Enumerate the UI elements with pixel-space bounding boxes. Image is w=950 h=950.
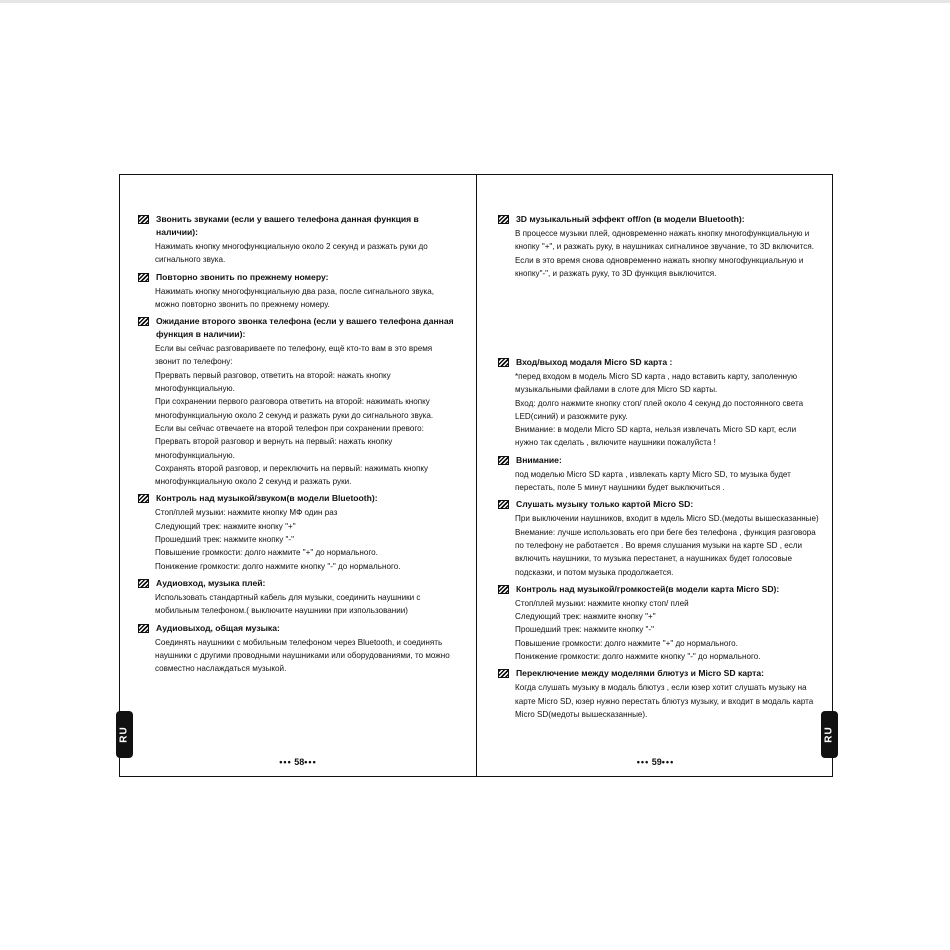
page-number-left: ••• 58••• [279, 757, 317, 767]
body-line: Повышение громкости: долго нажмите "+" до нормального. [155, 548, 378, 558]
hatched-square-icon [498, 358, 509, 367]
body-line: Стоп/плей музыки: нажмите кнопку стоп/ плей [515, 598, 689, 608]
section [138, 622, 458, 676]
section-heading [138, 622, 458, 635]
section-heading [498, 213, 820, 226]
body-line: При выключении наушников, входит в мдель Micro SD.(медоты вышесказанные) [515, 514, 819, 524]
section-title: Контроль над музыкой/громкостей(в модели карта Micro SD): [516, 583, 780, 594]
body-line: Понижение громкости: долго нажмите кнопку "-" до нормального. [155, 561, 401, 571]
body-line: Внемание: лучше использовать его при беге без телефона , функция разговора по телефону не работается . Во время слушания музыки на карте SD , если включить наушники, то музыка перестанет, а наушниках будет голосовые подсказки, и потом музыка продолжается. [515, 527, 816, 577]
page-left [120, 175, 476, 776]
section-body [498, 597, 820, 663]
body-line: Соединять наушники с мобильным телефоном через Bluetooth, и соединять наушники с другими проводными наушниками или оборудованиями, то можно совместно наслаждаться музыкой. [155, 637, 450, 674]
section-body [498, 227, 820, 280]
hatched-square-icon [498, 215, 509, 224]
section-body [498, 512, 820, 578]
body-line: Повышение громкости: долго нажмите "+" до нормального. [515, 638, 738, 648]
section-title: Внимание: [516, 454, 562, 465]
section-heading [498, 667, 820, 680]
body-line: Прервать второй разговор и вернуть на первый: нажать кнопку многофункциальную. [155, 437, 393, 460]
body-line: Следующий трек: нажмите кнопку "+" [515, 612, 656, 622]
hatched-square-icon [138, 317, 149, 326]
left-page-content [138, 213, 458, 679]
section-title: Звонить звуками (если у вашего телефона данная функция в наличии): [156, 214, 419, 237]
body-line: При сохранении первого разговора ответить на второй: нажимать кнопку многофункциальную около 2 секунд и разжать руки до сигнального звука. [155, 397, 434, 420]
body-line: Нажимать кнопку многофункциальную около 2 секунд и разжать руки до сигнального звука. [155, 242, 428, 265]
section-body [498, 468, 820, 495]
section [498, 498, 820, 578]
section-title: Аудиовход, музыка плей: [156, 577, 266, 588]
hatched-square-icon [498, 669, 509, 678]
body-line: Когда слушать музыку в модаль блютуз , если юзер хотит слушать музыку на карте Micro SD, юзер нужно перестать блютуз музыку, и входит в модаль карта Micro SD(медоты вышесказанные). [515, 683, 814, 719]
section-title: Вход/выход модаля Micro SD карта : [516, 357, 673, 367]
section-heading [138, 577, 458, 590]
body-line: Вход: долго нажмите кнопку стоп/ плей около 4 секунд до постоянного света LED(синий) и разожмите руку. [515, 398, 804, 421]
section-body [498, 681, 820, 721]
section-body [138, 342, 458, 488]
section-heading [498, 498, 820, 511]
body-line: Понижение громкости: долго нажмите кнопку "-" до нормального. [515, 652, 761, 662]
section-title: 3D музыкальный эффект off/on (в модели Bluetooth): [516, 214, 745, 224]
language-tab-left: RU [116, 711, 133, 758]
section-body [138, 240, 458, 267]
section [138, 271, 458, 312]
hatched-square-icon [498, 500, 509, 509]
section-heading [138, 492, 458, 505]
section [138, 492, 458, 572]
body-line: В процессе музыки плей, одновременно нажать кнопку многофункциальную и кнопку "+", и разжать руку, в наушниках сигналиное звучание, то 3D включится. Если в это время снова одновременно нажать кнопку многофункциальную и кнопку"-", и разжать руку, то 3D функция выключится. [515, 229, 814, 278]
hatched-square-icon [498, 456, 509, 465]
right-page-content-top [498, 213, 820, 284]
section-heading [498, 454, 820, 467]
body-line: под моделью Micro SD карта , извлекать карту Micro SD, то музыка будет перестать, поле 5 минут наушники будет выключиться . [515, 469, 791, 493]
body-line: Следующий трек: нажмите кнопку "+" [155, 521, 296, 531]
hatched-square-icon [138, 273, 149, 282]
section [138, 315, 458, 488]
body-line: Стоп/плей музыки: нажмите кнопку МФ один раз [155, 508, 338, 518]
hatched-square-icon [138, 579, 149, 588]
section-body [138, 285, 458, 312]
section-heading [498, 583, 820, 596]
top-edge-line [0, 0, 950, 3]
hatched-square-icon [138, 215, 149, 224]
section [498, 583, 820, 663]
body-line: Прошедший трек: нажмите кнопку "-" [515, 625, 654, 635]
body-line: *перед входом в модель Micro SD карта , надо вставить карту, заполенную музыкальными файлами в слоте для Micro SD карты. [515, 372, 798, 395]
hatched-square-icon [498, 585, 509, 594]
section [498, 454, 820, 495]
page-number-right: ••• 59••• [636, 757, 675, 767]
section-title: Переключение между моделями блютуз и Micro SD карта: [516, 668, 765, 679]
section [498, 213, 820, 280]
language-tab-right: RU [821, 711, 838, 758]
section-title: Ожидание второго звонка телефона (если у вашего телефона данная функция в наличии): [156, 316, 454, 340]
body-line: Нажимать кнопку многофункциальную два раза, после сигнального звука, можно повторно звонить по прежнему номеру. [155, 286, 435, 309]
section-title: Повторно звонить по прежнему номеру: [156, 271, 329, 282]
body-line: Использовать стандартный кабель для музыки, соединить наушники с мобильным телефоном.( выключите наушники при изпользовании) [155, 592, 421, 616]
hatched-square-icon [138, 624, 149, 633]
body-line: Прервать первый разговор, ответить на второй: нажать кнопку многофункциальную. [155, 370, 391, 394]
manual-spread [119, 174, 833, 777]
section-body [138, 506, 458, 572]
body-line: Прошедший трек: нажмите кнопку "-" [155, 535, 294, 545]
section [138, 577, 458, 618]
section-heading [138, 271, 458, 284]
section [498, 667, 820, 721]
section-title: Слушать музыку только картой Micro SD: [516, 499, 694, 510]
section-body [138, 591, 458, 618]
section-body [138, 636, 458, 676]
section-heading [498, 356, 820, 369]
section-title: Аудиовыход, общая музыка: [156, 622, 280, 633]
hatched-square-icon [138, 494, 149, 503]
page-right [477, 175, 834, 776]
section [498, 356, 820, 450]
section-title: Контроль над музыкой/звуком(в модели Bluetooth): [156, 493, 378, 504]
body-line: Если вы сейчас отвечаете на второй телефон при сохранении превого: [155, 423, 424, 433]
section-heading [138, 213, 458, 239]
section-heading [138, 315, 458, 341]
body-line: Внимание: в модели Micro SD карта, нельзя извлечать Micro SD карт, если нужно так сделать , включите наушники пожалуйста ! [515, 425, 797, 448]
section-body [498, 370, 820, 450]
body-line: Сохранять второй разговор, и переключить на первый: нажимать кнопку многофункциальную около 2 секунд и разжать руки. [155, 463, 429, 487]
right-page-content-bottom [498, 356, 820, 725]
body-line: Если вы сейчас разговариваете по телефону, ещё кто-то вам в это время звонит по телефону: [155, 344, 433, 367]
section [138, 213, 458, 267]
